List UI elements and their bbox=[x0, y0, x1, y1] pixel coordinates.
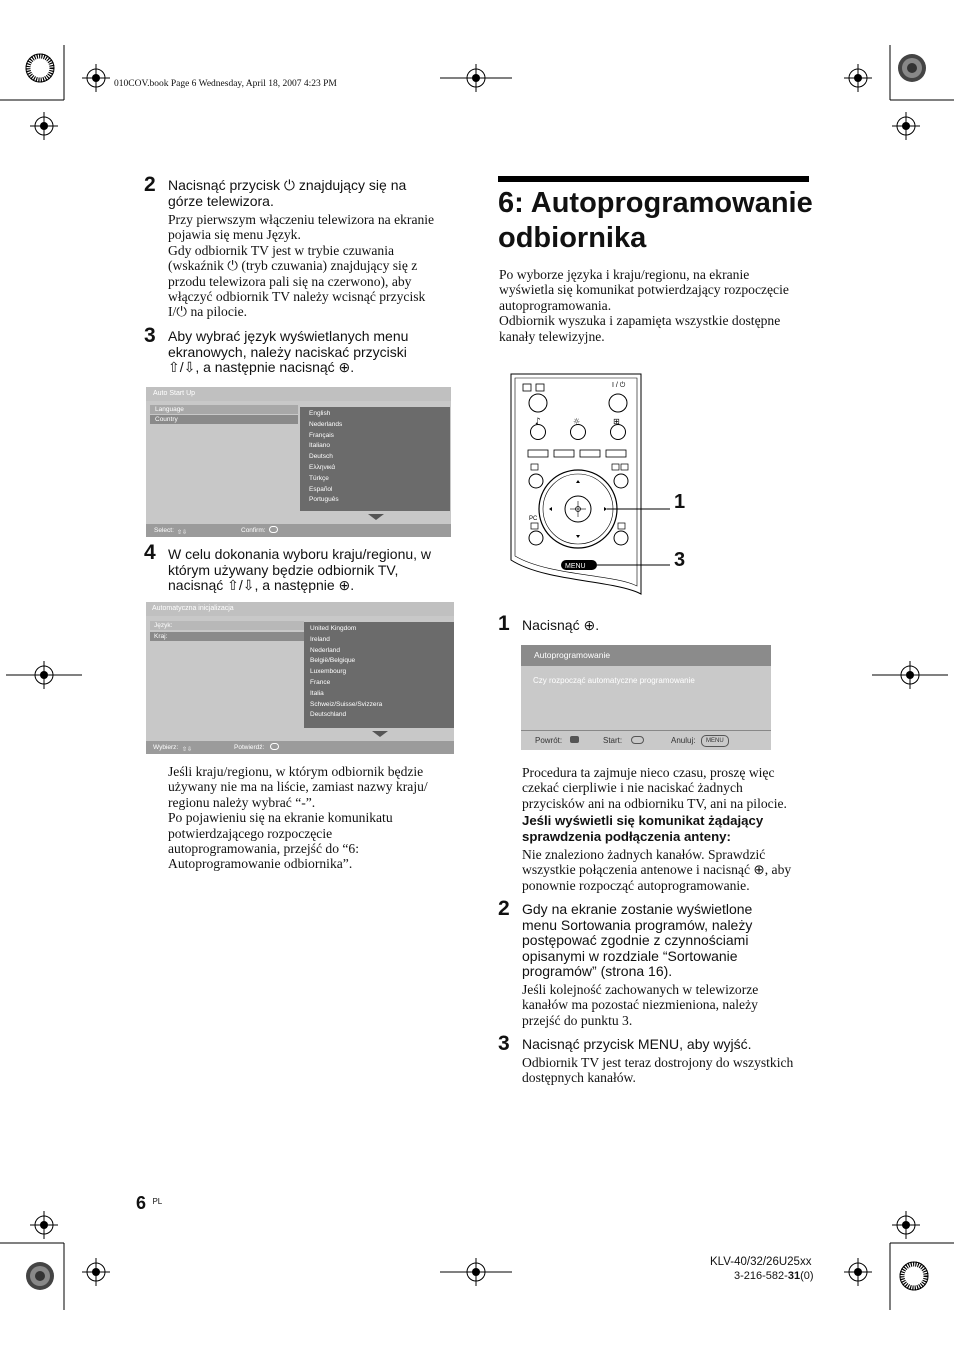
step-number: 3 bbox=[498, 1032, 510, 1055]
picture-button[interactable] bbox=[571, 425, 586, 440]
remote-control-illustration bbox=[505, 370, 695, 598]
remote-top-right-symbols: I / ⏻ bbox=[612, 382, 626, 389]
step-description: Jeśli kolejność zachowanych w telewizorze kanałów ma pozostać niezmieniona, należy przejść do punktu 3. bbox=[522, 982, 759, 1028]
step-number: 2 bbox=[144, 173, 156, 196]
initialization-screen bbox=[146, 602, 454, 754]
enter-icon bbox=[270, 743, 279, 750]
menu-row-country: Country bbox=[150, 415, 298, 424]
step-number: 1 bbox=[498, 612, 510, 635]
screen-footer bbox=[146, 741, 454, 754]
language-option[interactable]: English bbox=[309, 410, 331, 417]
info-button[interactable] bbox=[614, 474, 628, 488]
autoprogramming-screen bbox=[521, 645, 771, 750]
language-option[interactable]: Türkçe bbox=[309, 474, 329, 482]
step-instruction: Gdy na ekranie zostanie wyświetlone menu Sortowania programów, należy postępować zgodnie z czynnościami opisanymi w rozdziale “Sortowanie programów” (strona 16). bbox=[522, 901, 753, 979]
step-instruction: Aby wybrać język wyświetlanych menu ekranowych, należy naciskać przyciski ⇧/⇩, a następnie nacisnąć ⊕. bbox=[168, 328, 409, 375]
language-option[interactable]: Ελληνικά bbox=[309, 463, 336, 471]
auto-start-up-screen bbox=[146, 387, 451, 537]
step-instruction: Nacisnąć przycisk MENU, aby wyjść. bbox=[522, 1036, 752, 1052]
menu-arrow-down-icon bbox=[372, 731, 388, 737]
svg-text:☼: ☼ bbox=[573, 417, 581, 426]
footer-select-label: Select: bbox=[154, 527, 174, 534]
country-option-list bbox=[304, 622, 454, 728]
up-down-icon: ⇧⇩ bbox=[177, 530, 188, 536]
country-option[interactable]: België/Belgique bbox=[310, 657, 356, 665]
footer-confirm-label: Potwierdź: bbox=[234, 744, 265, 751]
country-option[interactable]: Luxembourg bbox=[310, 668, 347, 676]
intro-paragraph: Po wyborze języka i kraju/regionu, na ekranie wyświetla się komunikat potwierdzający rozpoczęcie autoprogramowania. Odbiornik wyszuka i zapamięta wszystkie dostępne kanały telewizyjne. bbox=[499, 267, 789, 344]
screen-message: Czy rozpocząć automatyczne programowanie bbox=[533, 676, 695, 685]
menu-badge: MENU bbox=[701, 735, 729, 747]
step-number: 2 bbox=[498, 897, 510, 920]
color-button-yellow[interactable] bbox=[580, 450, 600, 457]
title-rule bbox=[498, 176, 809, 182]
back-icon bbox=[570, 736, 579, 743]
callout-3: 3 bbox=[674, 549, 686, 571]
country-option[interactable]: Schweiz/Suisse/Svizzera bbox=[310, 700, 383, 708]
language-option[interactable]: Nederlands bbox=[309, 420, 343, 428]
page-number: 6 $^{PL}$ bbox=[136, 1193, 163, 1213]
country-option[interactable]: Nederland bbox=[310, 646, 340, 654]
wide-button[interactable] bbox=[611, 425, 626, 440]
language-option-list bbox=[300, 407, 450, 511]
model-number: KLV-40/32/26U25xx bbox=[710, 1256, 812, 1268]
menu-button-label: MENU bbox=[565, 563, 586, 570]
enter-icon bbox=[631, 736, 644, 744]
country-note: Jeśli kraju/regionu, w którym odbiornik będzie używany nie ma na liście, zamiast nazwy kraju/ regionu należy wybrać “-”. Po pojawieniu się na ekranie komunikatu potwierdzającego rozpoczęcie autoprogramowania, przejść do “6: Autoprogramowanie odbiornika”. bbox=[168, 764, 428, 872]
screen-title: Automatyczna inicjalizacja bbox=[146, 602, 454, 616]
start-label: Start: bbox=[603, 736, 623, 745]
document-code: 3-216-582-31(0) bbox=[734, 1270, 814, 1282]
screen-footer bbox=[521, 730, 771, 750]
screen-title: Autoprogramowanie bbox=[521, 645, 771, 666]
step-number: 4 bbox=[144, 541, 156, 564]
callout-1: 1 bbox=[674, 491, 686, 513]
language-option[interactable]: Español bbox=[309, 485, 333, 493]
power-button[interactable] bbox=[609, 394, 627, 412]
language-option[interactable]: Português bbox=[309, 496, 339, 504]
language-option[interactable]: Italiano bbox=[309, 442, 330, 450]
step-description: Przy pierwszym włączeniu telewizora na ekranie pojawia się menu Język. Gdy odbiornik TV jest w trybie czuwania (wskaźnik ⏻ (tryb czuwania) znajdujący się z przodu telewizora pali się na czerwono), aby włączyć odbiornik TV należy wcisnąć przycisk I/⏻ na pilocie. bbox=[168, 212, 435, 320]
text-button[interactable] bbox=[529, 474, 543, 488]
country-option[interactable]: United Kingdom bbox=[310, 625, 357, 632]
procedure-note: Procedura ta zajmuje nieco czasu, proszę więc czekać cierpliwie i nie naciskać żadnych przycisków ani na odbiorniku TV, ani na pilocie. bbox=[522, 765, 787, 811]
footer-select-label: Wybierz: bbox=[153, 744, 179, 751]
menu-arrow-down-icon bbox=[368, 514, 384, 520]
back-label: Powrót: bbox=[535, 736, 563, 745]
color-button-red[interactable] bbox=[528, 450, 548, 457]
language-option[interactable]: Français bbox=[309, 431, 334, 439]
menu-row-country: Kraj: bbox=[150, 632, 304, 641]
menu-row-language: Language bbox=[150, 405, 298, 414]
screen-footer bbox=[146, 524, 451, 537]
country-option[interactable]: Italia bbox=[310, 689, 324, 697]
step-description: Odbiornik TV jest teraz dostrojony do wszystkich dostępnych kanałów. bbox=[522, 1055, 794, 1086]
print-header: 010COV.book Page 6 Wednesday, April 18, 2007 4:23 PM bbox=[114, 79, 337, 89]
step-instruction: Nacisnąć ⊕. bbox=[522, 617, 600, 633]
svg-text:♪: ♪ bbox=[535, 417, 541, 427]
country-option[interactable]: Ireland bbox=[310, 635, 330, 643]
svg-text:⊞: ⊞ bbox=[613, 417, 620, 426]
color-button-blue[interactable] bbox=[606, 450, 626, 457]
footer-confirm-label: Confirm: bbox=[241, 527, 266, 534]
cancel-label: Anuluj: bbox=[671, 736, 696, 745]
antenna-warning-heading: Jeśli wyświetli się komunikat żądający sprawdzenia podłączenia anteny: bbox=[522, 813, 764, 844]
return-button[interactable] bbox=[614, 531, 628, 545]
step-instruction: Nacisnąć przycisk ⏻ znajdujący się na górze telewizora. bbox=[168, 177, 407, 209]
enter-icon bbox=[269, 526, 278, 533]
input-button[interactable] bbox=[529, 394, 547, 412]
antenna-warning-body: Nie znaleziono żadnych kanałów. Sprawdzić wszystkie połączenia antenowe i nacisnąć ⊕, aby ponownie rozpocząć autoprogramowanie. bbox=[522, 847, 792, 893]
country-option[interactable]: Deutschland bbox=[310, 711, 347, 719]
language-option[interactable]: Deutsch bbox=[309, 453, 333, 461]
pc-button[interactable] bbox=[529, 531, 543, 545]
step-instruction: W celu dokonania wyboru kraju/regionu, w którym używany będzie odbiornik TV, nacisnąć ⇧/⇩, a następnie ⊕. bbox=[168, 546, 432, 593]
page-title: 6: Autoprogramowanie odbiornika bbox=[498, 187, 813, 254]
color-button-green[interactable] bbox=[554, 450, 574, 457]
step-number: 3 bbox=[144, 324, 156, 347]
pc-label: PC bbox=[529, 516, 538, 522]
screen-title: Auto Start Up bbox=[146, 387, 451, 401]
country-option[interactable]: France bbox=[310, 678, 331, 686]
up-down-icon: ⇧⇩ bbox=[182, 747, 193, 753]
menu-row-language: Język: bbox=[150, 621, 304, 630]
